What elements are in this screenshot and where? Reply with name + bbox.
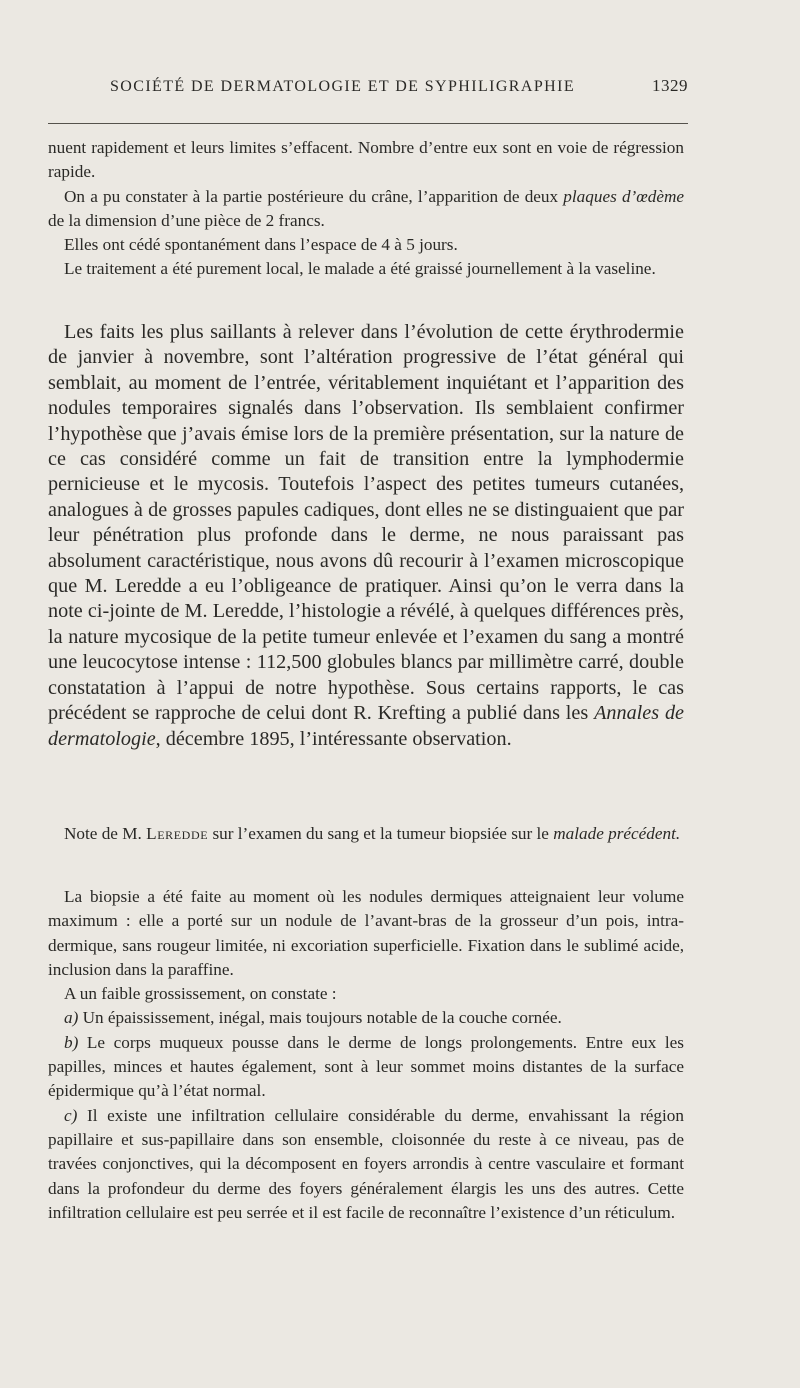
finding-c-text: Il existe une infiltration cellulaire considérable du derme, envahissant la région papillaire et sus-papillaire dans son ensemble, cloisonnée du reste à ce niveau, pas de travées conjonctives, qui la décomposent en foyers arrondis à centre vasculaire et formant dans la profondeur du derme des foyers généralement élargis les uns des autres. Cette infiltration cellulaire est peu serrée et il est facile de reconnaître l’existence d’un réticulum. xyxy=(48,1105,684,1222)
paragraph-discussion xyxy=(48,320,684,752)
discussion-text-end: , décembre 1895, l’intéressante observation. xyxy=(155,727,512,750)
note-heading xyxy=(48,822,684,846)
oedema-italic: plaques d’œdème xyxy=(563,186,684,206)
observation-continuation xyxy=(48,136,684,282)
paragraph-biopsy: La biopsie a été faite au moment où les nodules dermiques atteignaient leur volume maximum : elle a porté sur un nodule de l’avant-bras de la grosseur d’un pois, intra-dermique, sans rougeur limitée, ni excoriation superficielle. Fixation dans le sublimé acide, inclusion dans la paraffine. xyxy=(48,887,684,979)
finding-a-text: Un épaississement, inégal, mais toujours notable de la couche cornée. xyxy=(78,1008,562,1028)
discussion-block xyxy=(48,320,684,752)
header-rule xyxy=(48,123,688,124)
running-head-title: SOCIÉTÉ DE DERMATOLOGIE ET DE SYPHILIGRAPHIE xyxy=(110,78,575,95)
paragraph-regression: nuent rapidement et leurs limites s’effacent. Nombre d’entre eux sont en voie de régression rapide. xyxy=(48,138,684,182)
journal-title: Annales de dermatologie xyxy=(48,702,685,750)
running-head xyxy=(48,76,688,106)
note-title xyxy=(48,822,684,846)
oedema-text-before: On a pu constater à la partie postérieure du crâne, l’apparition de deux xyxy=(64,186,564,206)
note-italic: malade précédent. xyxy=(553,824,681,843)
note-lead: Note de M. xyxy=(64,824,147,843)
note-mid: sur l’examen du sang et la tumeur biopsiée sur le xyxy=(208,824,554,843)
finding-a xyxy=(48,1006,684,1030)
page-number: 1329 xyxy=(652,76,688,95)
finding-b xyxy=(48,1031,684,1104)
biopsy-report xyxy=(48,885,684,1225)
finding-b-label: b) xyxy=(64,1032,79,1052)
finding-c xyxy=(48,1104,684,1225)
paragraph-low-magnification: A un faible grossissement, on constate : xyxy=(64,984,337,1004)
note-author: Leredde xyxy=(146,824,209,843)
discussion-text: Les faits les plus saillants à relever dans l’évolution de cette érythrodermie de janvier à novembre, sont l’altération progressive de l’état général qui semblait, au moment de l’entrée, véritablement inquiétant et l’apparition des nodules temporaires signalés dans l’observation. Ils semblaient confirmer l’hypothèse que j’avais émise lors de la première présentation, sur la nature de ce cas considéré comme un fait de transition entre la lymphodermie pernicieuse et le mycosis. Toutefois l’aspect des petites tumeurs cutanées, analogues à de grosses papules cadiques, dont elles ne se distinguaient que par leur pénétration plus profonde dans le derme, ne nous paraissant pas absolument caractéristique, nous avons dû recourir à l’examen microscopique que M. Leredde a eu l’obligeance de pratiquer. Ainsi qu’on le verra dans la note ci-jointe de M. Leredde, l’histologie a révélé, à quelques différences près, la nature mycosique de la petite tumeur enlevée et l’examen du sang a montré une leucocytose intense : 112,500 globules blancs par millimètre carré, double constatation à l’appui de notre hypothèse. Sous certains rapports, le cas précédent se rapproche de celui dont R. Krefting a publié dans les xyxy=(48,321,684,725)
paragraph-oedema xyxy=(48,185,684,234)
paragraph-spontaneous: Elles ont cédé spontanément dans l’espace de 4 à 5 jours. xyxy=(64,235,458,255)
finding-c-label: c) xyxy=(64,1105,78,1125)
finding-a-label: a) xyxy=(64,1008,79,1028)
finding-b-text: Le corps muqueux pousse dans le derme de longs prolongements. Entre eux les papilles, minces et hautes également, sont à leur sommet moins distantes de la surface épidermique qu’à l’état normal. xyxy=(48,1032,684,1101)
paragraph-treatment: Le traitement a été purement local, le malade a été graissé journellement à la vaseline. xyxy=(64,259,656,279)
oedema-text-after: de la dimension d’une pièce de 2 francs. xyxy=(48,210,325,230)
